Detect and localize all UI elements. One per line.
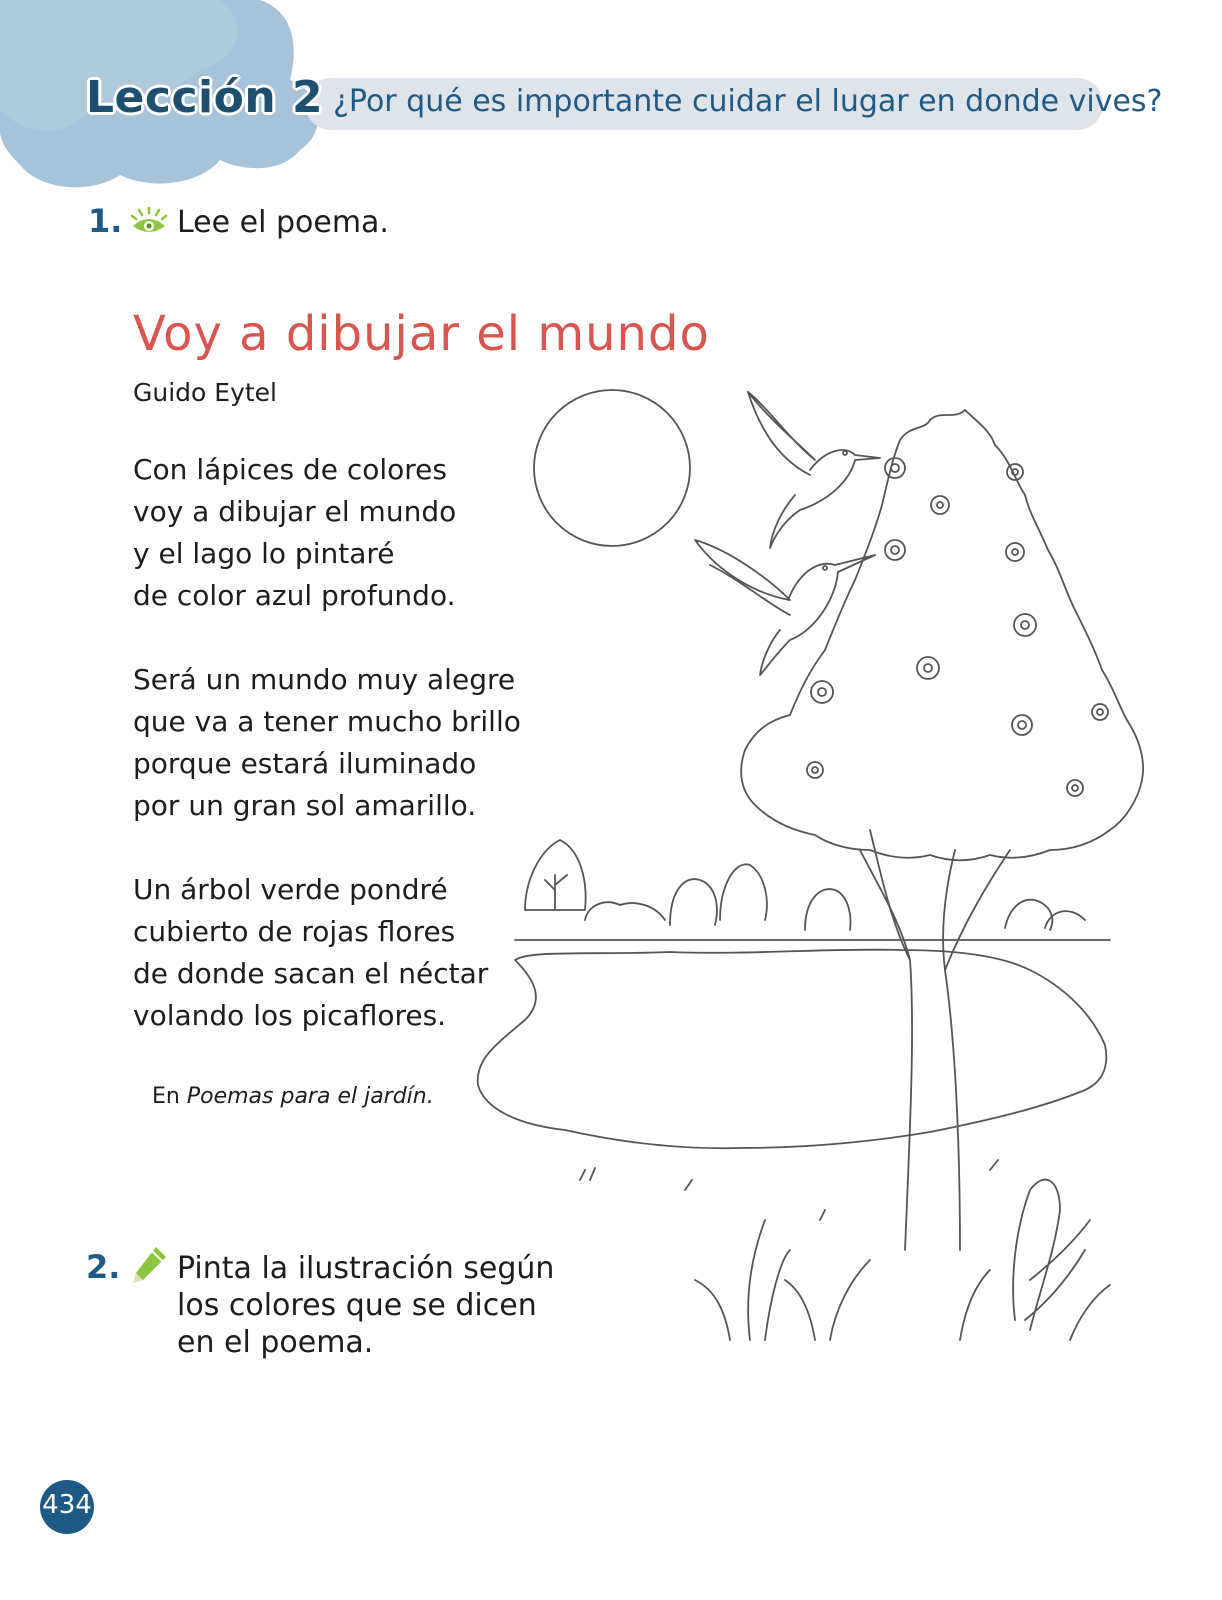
poem-stanza-2 [133, 659, 521, 827]
tree-trunk-drawing [860, 830, 1010, 1250]
activity-1-number: 1. [88, 202, 123, 240]
poem-line: Un árbol verde pondré [133, 873, 448, 906]
pencil-icon [130, 1244, 170, 1286]
sun-drawing [534, 390, 690, 546]
poem-source [152, 1084, 434, 1109]
poem-line: porque estará iluminado [133, 747, 477, 780]
poem-line: por un gran sol amarillo. [133, 789, 477, 822]
background-bushes-drawing [525, 840, 1085, 930]
poem-stanza-1 [133, 449, 456, 617]
poem-line: volando los picaflores. [133, 999, 447, 1032]
eye-icon [130, 206, 168, 238]
tree-crown-drawing [741, 410, 1143, 860]
poem-title: Voy a dibujar el mundo [133, 306, 710, 362]
lesson-question: ¿Por qué es importante cuidar el lugar en donde vives? [333, 84, 1163, 119]
poem-line: de color azul profundo. [133, 579, 456, 612]
poem-line: de donde sacan el néctar [133, 957, 489, 990]
page-number: 434 [42, 1490, 92, 1520]
poem-line: y el lago lo pintaré [133, 537, 395, 570]
poem-line: que va a tener mucho brillo [133, 705, 521, 738]
poem-line: Con lápices de colores [133, 453, 447, 486]
hummingbird-drawing-2 [695, 540, 875, 675]
source-prefix: En [152, 1084, 187, 1109]
poem-line: voy a dibujar el mundo [133, 495, 457, 528]
instruction-line: Pinta la ilustración según [177, 1251, 555, 1286]
hummingbird-drawing-1 [748, 392, 880, 548]
lesson-label: Lección 2 [86, 72, 324, 123]
poem-line: cubierto de rojas flores [133, 915, 456, 948]
coloring-illustration [470, 380, 1170, 1380]
lake-drawing [478, 950, 1107, 1149]
poem-stanza-3 [133, 869, 488, 1037]
poem-line: Será un mundo muy alegre [133, 663, 516, 696]
grass-drawing [580, 1160, 1110, 1340]
instruction-line: los colores que se dicen [177, 1288, 537, 1323]
instruction-line: en el poema. [177, 1325, 374, 1360]
activity-1-instruction: Lee el poema. [177, 205, 389, 240]
poem-author: Guido Eytel [133, 378, 277, 407]
activity-2-number: 2. [86, 1248, 121, 1286]
activity-2-instruction [177, 1250, 554, 1361]
tree-flowers-drawing [807, 458, 1108, 796]
source-title: Poemas para el jardín. [186, 1084, 434, 1109]
